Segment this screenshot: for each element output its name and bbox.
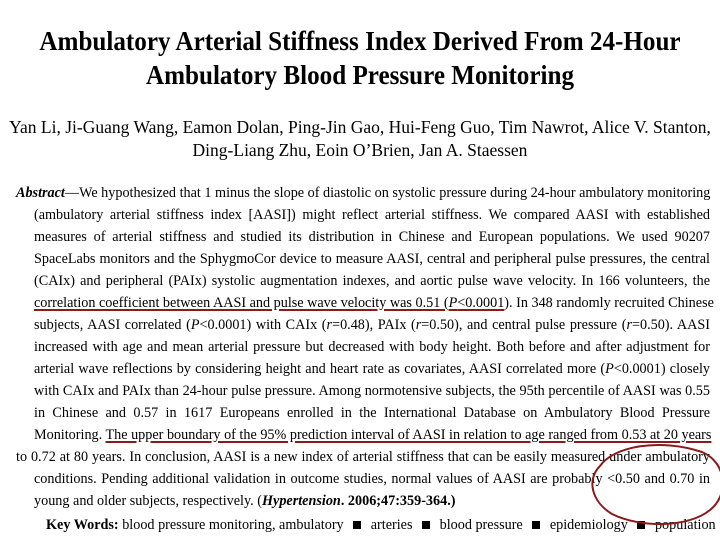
abstract-line-8: increased with age and mean arterial pressure but decreased with body height. Both before and after adjustment for [34, 339, 710, 355]
abstract-line-1: Abstract—We hypothesized that 1 minus the slope of diastolic on systolic pressure during 24-hour ambulatory monitoring [16, 185, 711, 201]
citation-reference: . 2006;47:359-364.) [340, 493, 456, 509]
abstract-label: Abstract [16, 185, 65, 201]
title-line-1: Ambulatory Arterial Stiffness Index Derived From 24-Hour [39, 26, 681, 56]
keyword-2: arteries [370, 517, 413, 533]
abstract-line-6: correlation coefficient between AASI and pulse wave velocity was 0.51 (P<0.0001). In 348 randomly recruited Chinese [34, 295, 714, 311]
highlight-underline-prediction-interval: The upper boundary of the 95% prediction interval of AASI in relation to age ranged from 0.53 at 20 years [105, 427, 712, 443]
abstract-line-13: to 0.72 at 80 years. In conclusion, AASI is a new index of arterial stiffness that can be easily measured under ambulatory [16, 449, 710, 465]
abstract-line-5: (CAIx) and peripheral (PAIx) systolic augmentation indexes, and aortic pulse wave velocity. In 166 volunteers, the [34, 273, 710, 289]
paper-title [25, 24, 695, 92]
keyword-3: blood pressure [439, 517, 523, 533]
abstract-line-12: Monitoring. The upper boundary of the 95% prediction interval of AASI in relation to age ranged from 0.53 at 20 years [34, 427, 712, 443]
title-line-2: Ambulatory Blood Pressure Monitoring [145, 60, 575, 90]
abstract-line-10: with CAIx and PAIx than 24-hour pulse pressure. Among normotensive subjects, the 95th percentile of AASI was 0.55 [34, 383, 710, 399]
bullet-square-icon [532, 521, 540, 529]
authors-line-2: Ding-Liang Zhu, Eoin O’Brien, Jan A. Staessen [192, 140, 528, 160]
abstract-line-11: in Chinese and 0.57 in 1617 Europeans enrolled in the International Database on Ambulatory Blood Pressure [34, 405, 710, 421]
abstract-line-3: measures of arterial stiffness and studied its distribution in Chinese and European populations. We used 90207 [34, 229, 710, 245]
keywords-label: Key Words: [46, 517, 119, 533]
bullet-square-icon [422, 521, 430, 529]
abstract-line-2: (ambulatory arterial stiffness index [AASI]) might reflect arterial stiffness. We compared AASI with established [34, 207, 710, 223]
keyword-1: blood pressure monitoring, ambulatory [122, 517, 344, 533]
abstract-line-15: young and older subjects, respectively. (Hypertension. 2006;47:359-364.) [34, 493, 456, 509]
abstract-line-14: conditions. Pending additional validation in outcome studies, normal values of AASI are probably <0.50 and 0.70 in [34, 471, 710, 487]
bullet-square-icon [637, 521, 645, 529]
highlight-underline-correlation: correlation coefficient between AASI and pulse wave velocity was 0.51 (P<0.0001 [34, 295, 505, 311]
abstract-line-9: arterial wave reflections by considering height and heart rate as covariates, AASI correlated more (P<0.0001) closely [34, 361, 710, 377]
bullet-square-icon [353, 521, 361, 529]
abstract-line-7: subjects, AASI correlated (P<0.0001) with CAIx (r=0.48), PAIx (r=0.50), and central pulse pressure (r=0.50). AASI [34, 317, 710, 333]
authors-line-1: Yan Li, Ji-Guang Wang, Eamon Dolan, Ping-Jin Gao, Hui-Feng Guo, Tim Nawrot, Alice V. Stanton, [9, 117, 711, 137]
keyword-4: epidemiology [549, 517, 628, 533]
citation-journal: Hypertension [261, 493, 341, 509]
abstract-line-4: SpaceLabs monitors and the SphygmoCor device to measure AASI, central and peripheral pulse pressures, the central [34, 251, 710, 267]
keywords [46, 514, 716, 536]
keyword-5: population [654, 517, 716, 533]
author-list [0, 116, 720, 162]
